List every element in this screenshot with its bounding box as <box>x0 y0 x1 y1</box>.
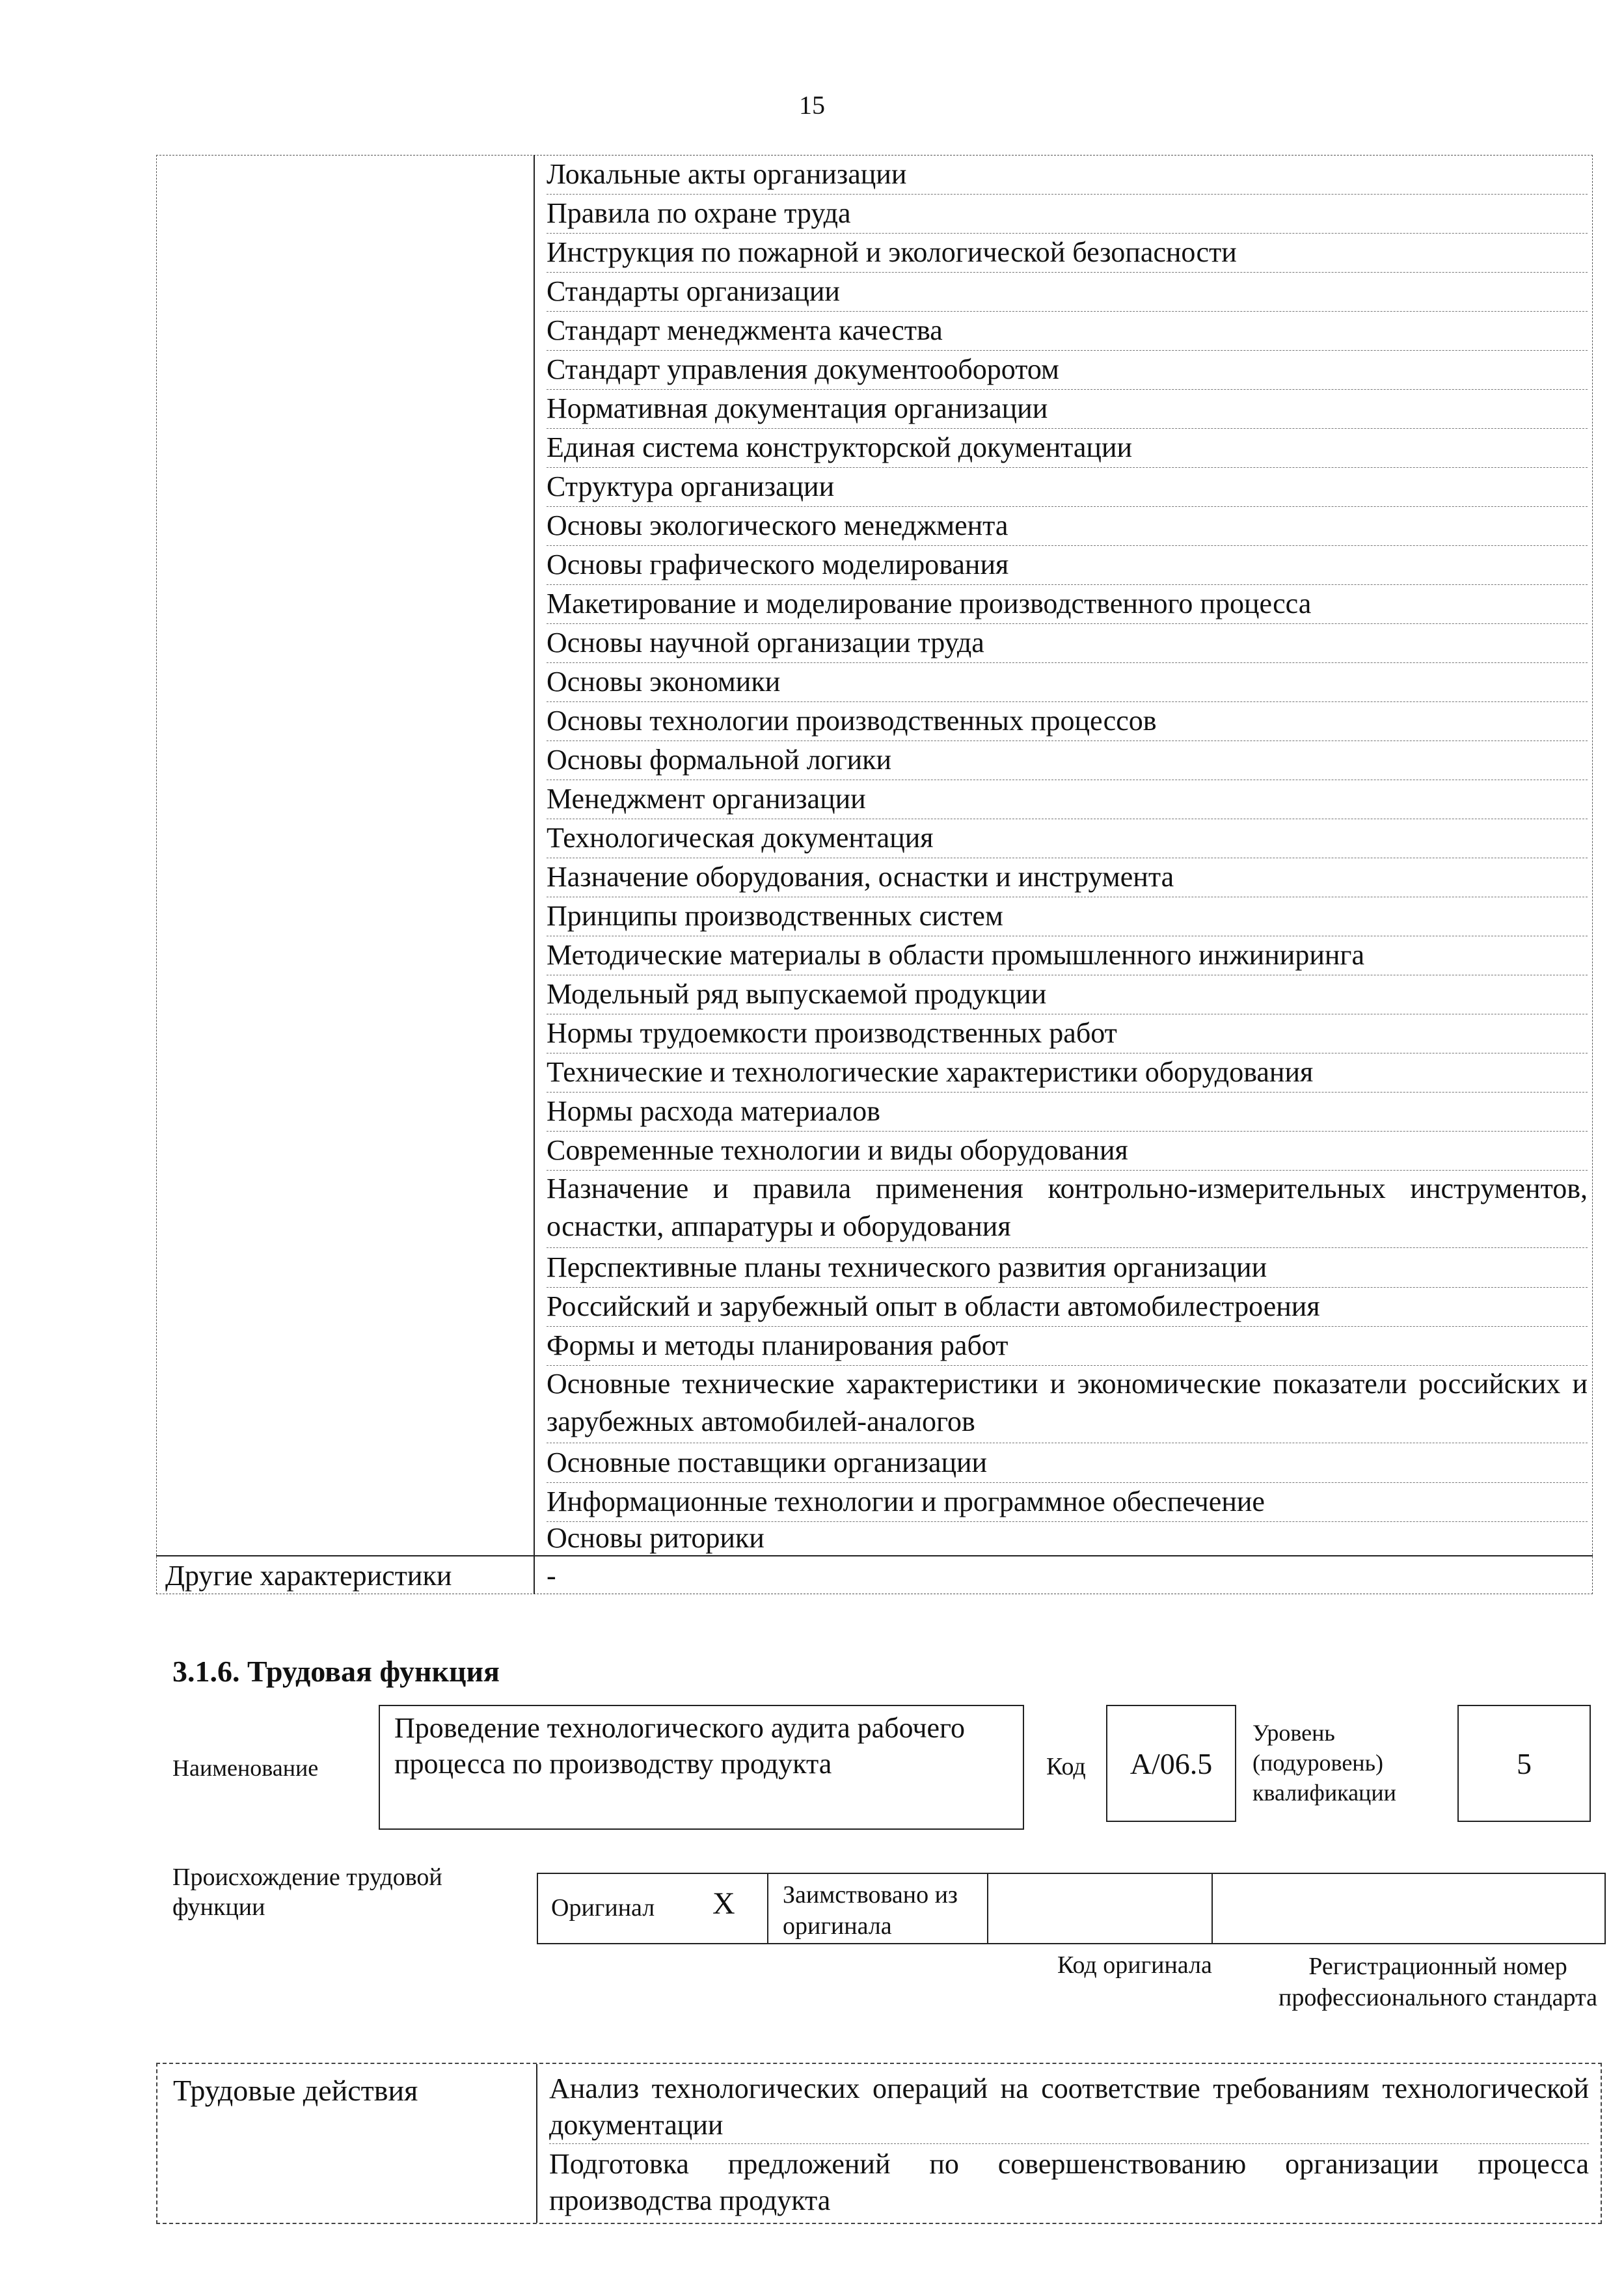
knowledge-item: Основы научной организации труда <box>547 623 1588 663</box>
knowledge-item: Стандарт управления документооборотом <box>547 350 1588 390</box>
labour-action-item: Подготовка предложений по совершенствованию организации процесса производства продукта <box>549 2148 1589 2216</box>
labour-actions-table <box>156 2063 1602 2224</box>
other-characteristics-value: - <box>547 1560 556 1592</box>
reg-number-cell <box>1213 1874 1607 1943</box>
knowledge-item: Основные поставщики организации <box>547 1443 1588 1483</box>
labour-action-item: Анализ технологических операций на соответствие требованиям технологической документации <box>549 2071 1589 2144</box>
knowledge-item: Технологическая документация <box>547 819 1588 858</box>
borrowed-label: Заимствовано из оригинала <box>783 1881 958 1940</box>
knowledge-item: Единая система конструкторской документации <box>547 428 1588 468</box>
knowledge-item: Российский и зарубежный опыт в области автомобилестроения <box>547 1287 1588 1327</box>
knowledge-item: Стандарты организации <box>547 272 1588 312</box>
function-name-box <box>379 1705 1024 1830</box>
code-label: Код <box>1046 1753 1086 1780</box>
column-divider <box>534 155 535 1594</box>
knowledge-item: Макетирование и моделирование производственного процесса <box>547 584 1588 624</box>
row-divider <box>156 1555 1593 1556</box>
knowledge-item: Основы графического моделирования <box>547 545 1588 585</box>
knowledge-item: Основы экологического менеджмента <box>547 506 1588 546</box>
knowledge-item: Назначение оборудования, оснастки и инструмента <box>547 858 1588 897</box>
original-label: Оригинал <box>551 1894 655 1922</box>
column-divider <box>536 2064 537 2223</box>
original-mark: X <box>712 1886 735 1921</box>
knowledge-item: Назначение и правила применения контрольно-измерительных инструментов, оснастки, аппаратуры и оборудования <box>547 1170 1588 1248</box>
knowledge-item: Основы риторики <box>547 1522 765 1554</box>
knowledge-item: Модельный ряд выпускаемой продукции <box>547 975 1588 1014</box>
knowledge-item: Современные технологии и виды оборудования <box>547 1131 1588 1171</box>
knowledge-item: Основы технологии производственных процессов <box>547 701 1588 741</box>
knowledge-item: Методические материалы в области промышленного инжиниринга <box>547 936 1588 975</box>
level-value: 5 <box>1517 1746 1532 1780</box>
origin-label: Происхождение трудовой функции <box>172 1864 442 1921</box>
knowledge-item: Технические и технологические характеристики оборудования <box>547 1053 1588 1093</box>
knowledge-item: Правила по охране труда <box>547 194 1588 234</box>
function-name-value: Проведение технологического аудита рабочего процесса по производству продукта <box>394 1712 965 1780</box>
knowledge-item: Нормы трудоемкости производственных работ <box>547 1014 1588 1053</box>
page-number: 15 <box>799 90 825 120</box>
knowledge-item: Перспективные планы технического развития организации <box>547 1248 1588 1288</box>
code-box <box>1106 1705 1236 1822</box>
original-cell <box>538 1874 735 1943</box>
other-characteristics-label: Другие характеристики <box>165 1560 452 1592</box>
knowledge-item: Основы экономики <box>547 662 1588 702</box>
knowledge-table <box>156 155 1593 1594</box>
level-label: Уровень (подуровень) квалификации <box>1252 1720 1396 1806</box>
knowledge-item: Инструкция по пожарной и экологической безопасности <box>547 233 1588 273</box>
knowledge-item: Принципы производственных систем <box>547 897 1588 936</box>
knowledge-item: Нормативная документация организации <box>547 389 1588 429</box>
knowledge-item: Структура организации <box>547 467 1588 507</box>
labour-actions-label: Трудовые действия <box>173 2074 418 2107</box>
knowledge-item: Формы и методы планирования работ <box>547 1326 1588 1366</box>
section-title: 3.1.6. Трудовая функция <box>172 1655 500 1688</box>
level-box <box>1457 1705 1591 1822</box>
borrowed-cell <box>767 1874 988 1943</box>
knowledge-item: Стандарт менеджмента качества <box>547 311 1588 351</box>
knowledge-item: Основы формальной логики <box>547 740 1588 780</box>
knowledge-item: Информационные технологии и программное обеспечение <box>547 1482 1588 1522</box>
knowledge-item: Основные технические характеристики и экономические показатели российских и зарубежных автомобилей-аналогов <box>547 1365 1588 1443</box>
reg-number-label: Регистрационный номер профессионального стандарта <box>1279 1953 1597 2011</box>
code-original-cell <box>988 1874 1213 1943</box>
name-label: Наименование <box>172 1755 319 1781</box>
code-value: A/06.5 <box>1130 1746 1213 1780</box>
origin-table <box>537 1873 1606 1944</box>
knowledge-item: Менеджмент организации <box>547 780 1588 819</box>
code-original-label: Код оригинала <box>1057 1951 1212 1979</box>
knowledge-item: Локальные акты организации <box>547 155 1588 195</box>
knowledge-item: Нормы расхода материалов <box>547 1092 1588 1132</box>
